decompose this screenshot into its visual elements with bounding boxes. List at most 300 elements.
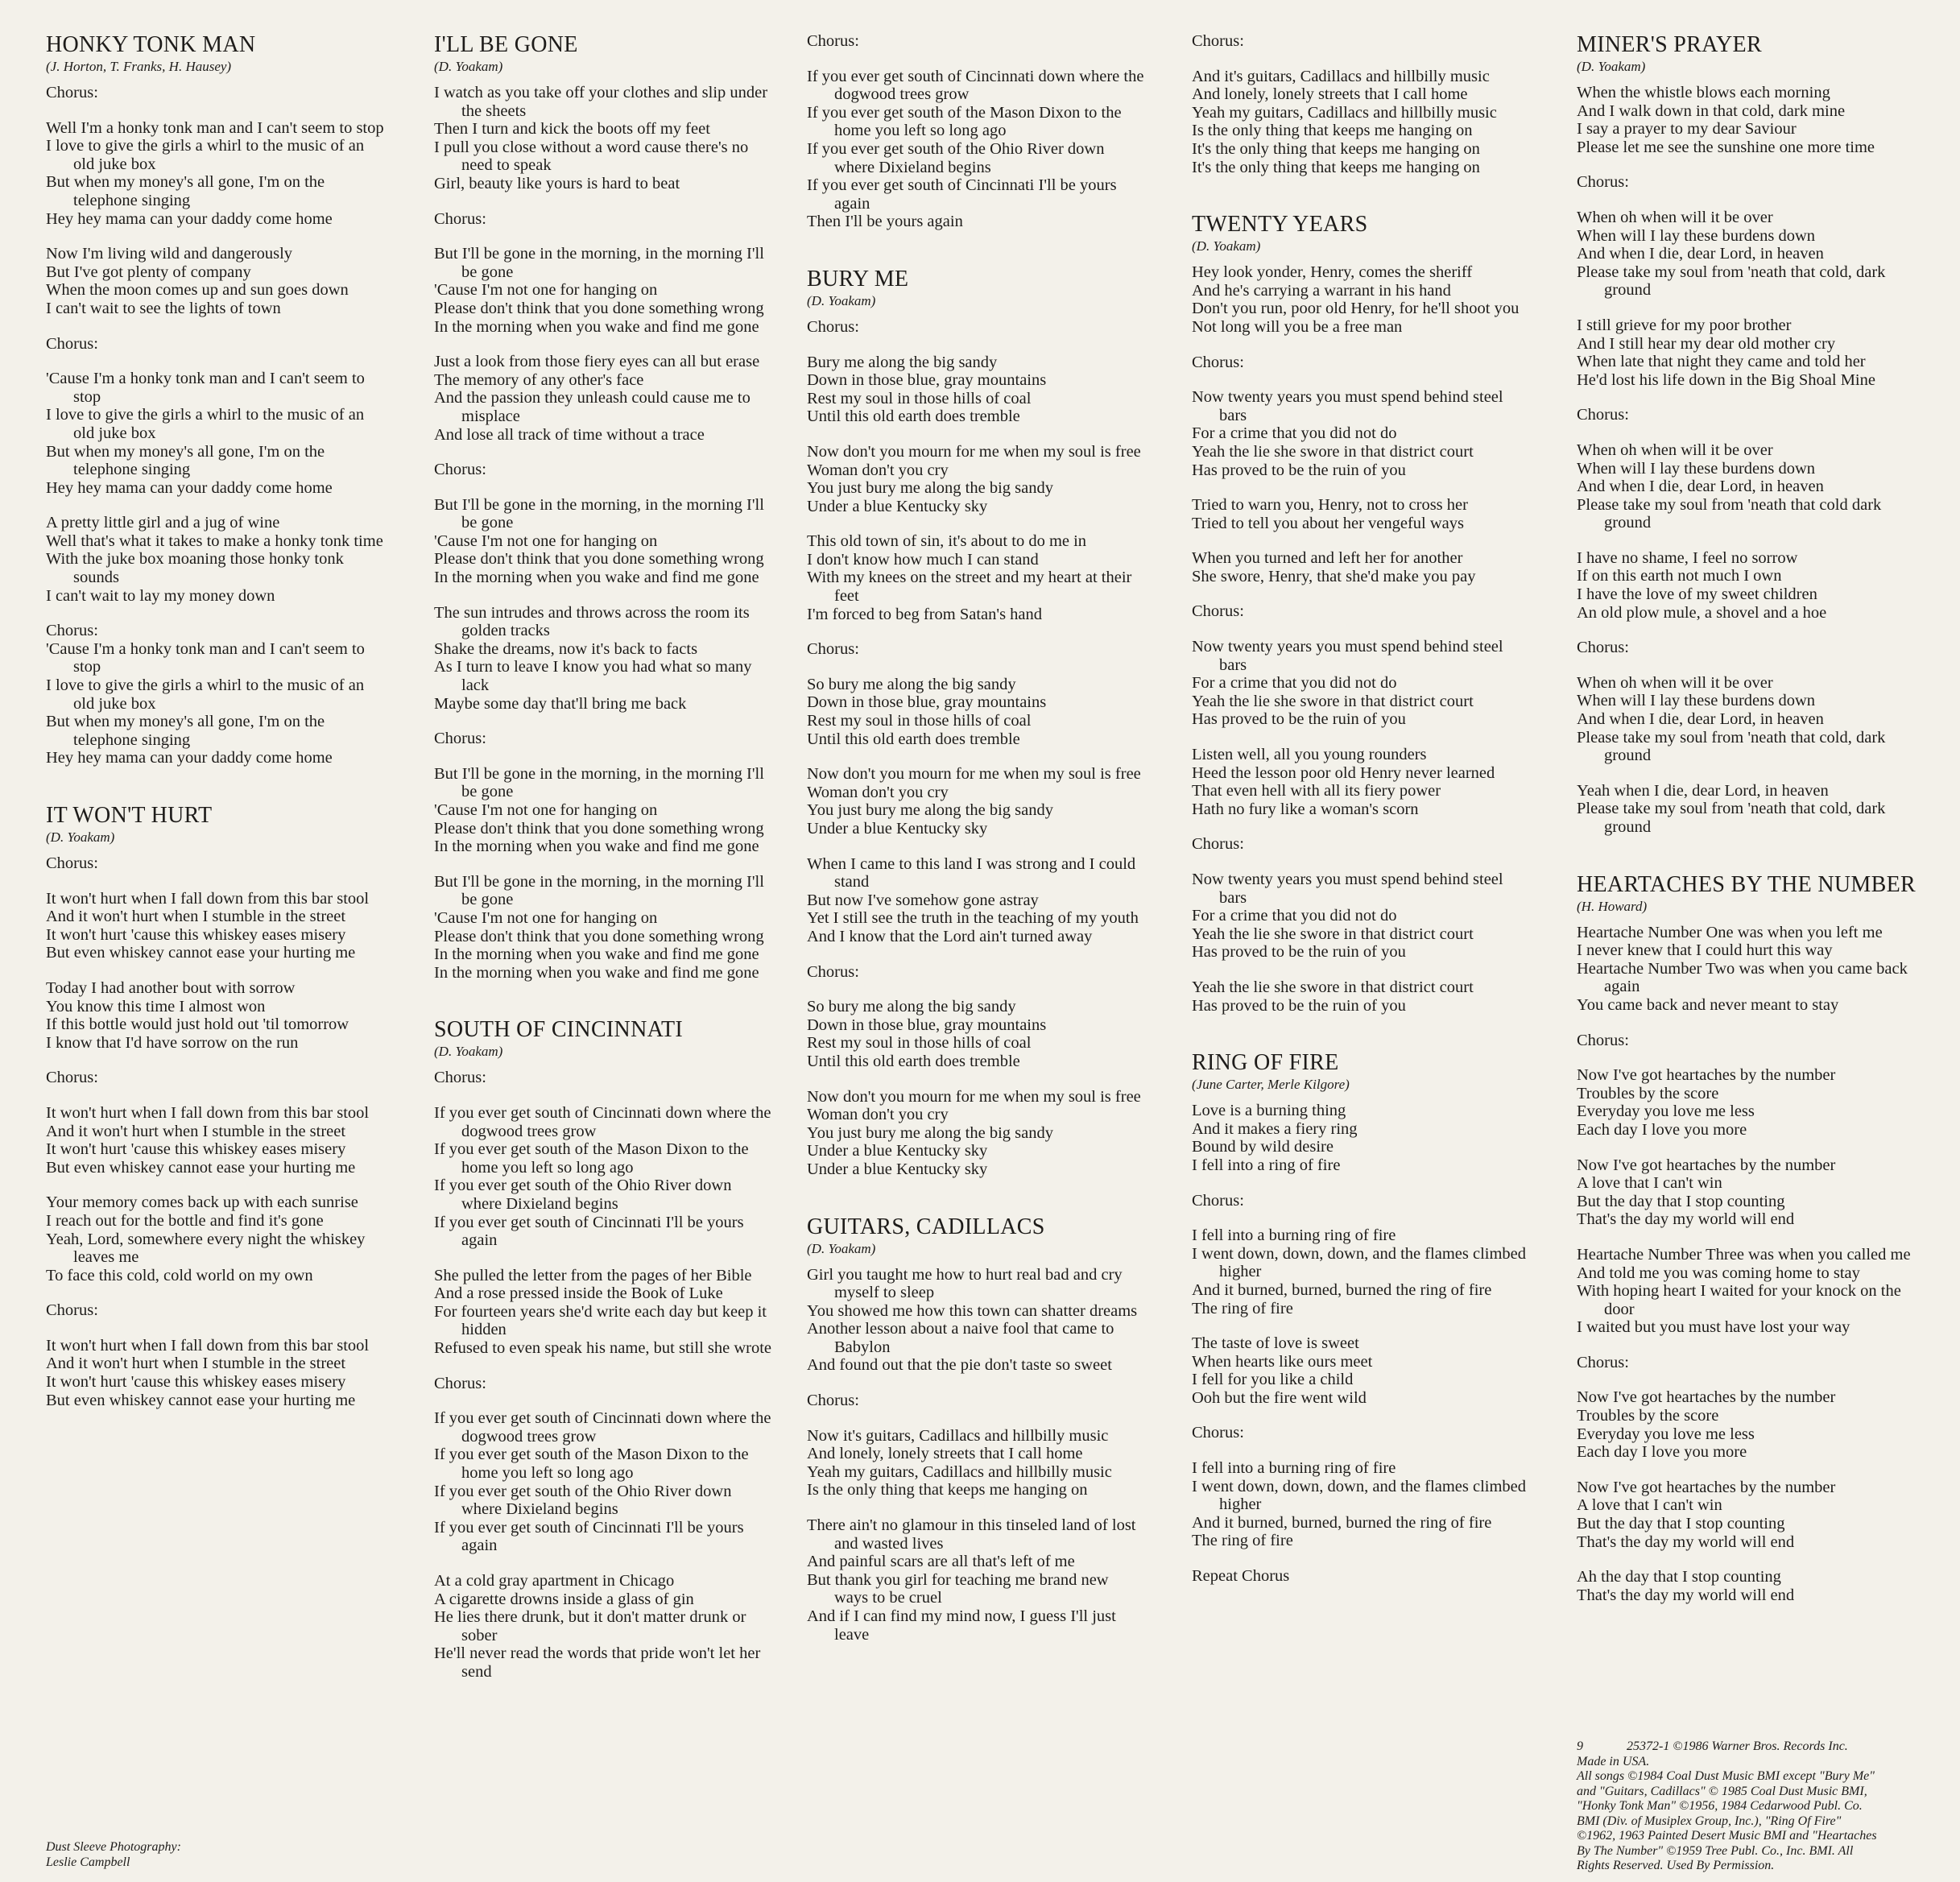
lyric-line: An old plow mule, a shovel and a hoe <box>1577 603 1827 622</box>
lyric-line: For fourteen years she'd write each day but keep it hidden <box>434 1302 767 1339</box>
stanza <box>1577 782 1923 837</box>
lyric-line: She pulled the letter from the pages of her Bible <box>434 1266 752 1284</box>
lyric-line: He'll never read the words that pride won't let her send <box>434 1644 761 1681</box>
song-block <box>46 32 384 767</box>
lyric-line: Is the only thing that keeps me hanging on <box>807 1481 1088 1499</box>
stanza <box>46 1069 384 1087</box>
stanza <box>807 32 1145 51</box>
lyric-line: It won't hurt 'cause this whiskey eases misery <box>46 925 346 944</box>
song-title: I'LL BE GONE <box>434 32 578 57</box>
lyric-line: When late that night they came and told her <box>1577 353 1866 371</box>
song-block <box>46 803 384 1409</box>
lyric-line: Now I've got heartaches by the number <box>1577 1156 1836 1174</box>
stanza <box>1192 871 1530 962</box>
stanza <box>46 622 384 767</box>
lyric-line: Repeat Chorus <box>1192 1567 1290 1586</box>
lyric-line: Now it's guitars, Cadillacs and hillbilly music <box>807 1426 1109 1445</box>
stanza <box>807 765 1145 838</box>
lyric-line: 'Cause I'm a honky tonk man and I can't seem to stop <box>46 370 365 406</box>
lyric-line: Down in those blue, gray mountains <box>807 1015 1047 1034</box>
songwriter-credit: (D. Yoakam) <box>807 1240 876 1256</box>
lyric-line: When the whistle blows each morning <box>1577 84 1830 101</box>
lyric-line: Has proved to be the ruin of you <box>1192 461 1406 479</box>
lyric-line: And it makes a fiery ring <box>1192 1119 1358 1138</box>
lyric-line: Please take my soul from 'neath that cold, dark ground <box>1577 800 1886 836</box>
stanza <box>807 443 1145 515</box>
lyric-line: Under a blue Kentucky sky <box>807 820 988 838</box>
copyright-line: Made in USA. <box>1577 1754 1650 1768</box>
lyric-line: I fell into a ring of fire <box>1192 1156 1341 1174</box>
song-block <box>807 32 1145 231</box>
chorus-label: Chorus: <box>807 32 859 50</box>
lyric-line: 'Cause I'm not one for hanging on <box>434 908 658 927</box>
chorus-label: Chorus: <box>807 317 859 336</box>
stanza <box>46 84 384 102</box>
song-title: GUITARS, CADILLACS <box>807 1214 1045 1239</box>
lyric-line: If you ever get south of Cincinnati down where the dogwood trees grow <box>434 1409 771 1446</box>
stanza <box>1577 1479 1923 1551</box>
lyric-line: Until this old earth does tremble <box>807 730 1020 748</box>
chorus-label: Chorus: <box>1192 1191 1244 1210</box>
lyric-line: I fell into a burning ring of fire <box>1192 1459 1396 1478</box>
chorus-label: Chorus: <box>434 209 486 228</box>
stanza <box>1192 32 1530 51</box>
lyric-line: Well that's what it takes to make a honky tonk time <box>46 532 383 550</box>
lyric-line: I say a prayer to my dear Saviour <box>1577 120 1797 139</box>
lyric-line: And he's carrying a warrant in his hand <box>1192 281 1451 300</box>
lyric-line: And it won't hurt when I stumble in the street <box>46 1122 346 1140</box>
lyric-line: Under a blue Kentucky sky <box>807 497 988 515</box>
stanza <box>1577 639 1923 657</box>
lyric-line: Heed the lesson poor old Henry never learned <box>1192 763 1495 782</box>
lyric-line: Yeah the lie she swore in that district court <box>1192 692 1474 710</box>
lyric-line: I still grieve for my poor brother <box>1577 316 1792 334</box>
lyrics-column-3 <box>807 32 1145 1679</box>
stanza <box>1192 638 1530 729</box>
lyric-line: For a crime that you did not do <box>1192 674 1397 693</box>
catalog-number: 25372-1 ©1986 Warner Bros. Records Inc. <box>1627 1739 1848 1753</box>
lyric-line: Under a blue Kentucky sky <box>807 1142 988 1160</box>
song-title: BURY ME <box>807 266 909 292</box>
stanza <box>1577 1246 1923 1337</box>
lyric-line: I went down, down, down, and the flames climbed higher <box>1192 1244 1527 1281</box>
copyright-line: BMI (Div. of Musiplex Group, Inc.), "Ring Of Fire" <box>1577 1814 1842 1828</box>
lyric-line: I fell into a burning ring of fire <box>1192 1226 1396 1245</box>
stanza <box>434 496 772 587</box>
lyric-line: When oh when will it be over <box>1577 673 1773 692</box>
lyric-line: I know that I'd have sorrow on the run <box>46 1033 299 1052</box>
stanza <box>434 730 772 748</box>
lyric-line: Now twenty years you must spend behind steel bars <box>1192 871 1503 907</box>
lyric-line: In the morning when you wake and find me gone <box>434 963 759 982</box>
lyric-line: Tried to warn you, Henry, not to cross her <box>1192 496 1468 515</box>
stanza <box>1577 674 1923 765</box>
lyric-line: That's the day my world will end <box>1577 1532 1795 1551</box>
lyric-line: 'Cause I'm not one for hanging on <box>434 281 658 300</box>
lyric-line: Yeah the lie she swore in that district court <box>1192 442 1474 461</box>
lyric-line: Shake the dreams, now it's back to facts <box>434 639 698 658</box>
lyric-line: He lies there drunk, but it don't matter drunk or sober <box>434 1608 746 1644</box>
lyric-line: But when my money's all gone, I'm on the telephone singing <box>46 713 325 749</box>
lyric-line: When hearts like ours meet <box>1192 1352 1373 1371</box>
lyric-line: Don't you run, poor old Henry, for he'll shoot you <box>1192 300 1520 318</box>
stanza <box>46 1104 384 1177</box>
lyric-line: If you ever get south of Cincinnati I'll be yours again <box>807 176 1117 213</box>
lyric-line: Bury me along the big sandy <box>807 353 998 371</box>
stanza <box>807 855 1145 946</box>
stanza <box>1192 388 1530 479</box>
lyric-line: If you ever get south of Cincinnati down where the dogwood trees grow <box>807 67 1144 104</box>
chorus-label: Chorus: <box>1192 602 1244 621</box>
lyric-line: Yeah the lie she swore in that district court <box>1192 924 1474 943</box>
lyric-line: When the moon comes up and sun goes down <box>46 281 349 300</box>
stanza <box>1577 173 1923 192</box>
song-title: HEARTACHES BY THE NUMBER <box>1577 871 1916 897</box>
stanza <box>1577 549 1923 622</box>
lyric-line: Girl you taught me how to hurt real bad and cry myself to sleep <box>807 1265 1123 1302</box>
stanza <box>1577 316 1923 389</box>
lyric-line: Now don't you mourn for me when my soul is free <box>807 765 1141 784</box>
lyric-line: Yet I still see the truth in the teaching of my youth <box>807 909 1139 928</box>
stanza <box>1577 1354 1923 1372</box>
lyric-line: I waited but you must have lost your way <box>1577 1318 1850 1337</box>
songwriter-credit: (June Carter, Merle Kilgore) <box>1192 1077 1350 1093</box>
stanza <box>1192 1102 1530 1174</box>
lyric-line: The ring of fire <box>1192 1299 1293 1317</box>
photo-credit-label: Dust Sleeve Photography: <box>46 1840 181 1854</box>
lyric-line: You just bury me along the big sandy <box>807 479 1053 498</box>
stanza <box>807 998 1145 1070</box>
copyright-line: Rights Reserved. Used By Permission. <box>1577 1859 1775 1872</box>
chorus-label: Chorus: <box>1192 32 1244 50</box>
lyric-line: Today I had another bout with sorrow <box>46 978 296 997</box>
song-block <box>1192 32 1530 176</box>
stanza <box>434 604 772 714</box>
lyric-line: Maybe some day that'll bring me back <box>434 694 687 713</box>
stanza <box>434 1267 772 1358</box>
lyric-line: But I've got plenty of company <box>46 263 251 281</box>
stanza <box>807 640 1145 659</box>
lyric-line: Heartache Number One was when you left me <box>1577 923 1883 941</box>
lyric-line: I love to give the girls a whirl to the music of an old juke box <box>46 406 365 442</box>
photo-credit-name: Leslie Campbell <box>46 1855 130 1869</box>
lyric-line: In the morning when you wake and find me gone <box>434 945 759 964</box>
lyric-line: It won't hurt 'cause this whiskey eases misery <box>46 1373 346 1392</box>
stanza <box>1192 68 1530 177</box>
lyric-line: In the morning when you wake and find me gone <box>434 317 759 336</box>
stanza <box>434 461 772 479</box>
lyric-line: When you turned and left her for another <box>1192 549 1463 568</box>
lyric-line: I pull you close without a word cause there's no need to speak <box>434 138 749 175</box>
lyric-line: Refused to even speak his name, but still she wrote <box>434 1339 772 1358</box>
stanza <box>1192 602 1530 621</box>
lyric-line: Hey hey mama can your daddy come home <box>46 478 333 497</box>
lyric-line: Each day I love you more <box>1577 1120 1747 1139</box>
stanza <box>46 245 384 317</box>
lyric-line: I fell for you like a child <box>1192 1371 1354 1389</box>
stanza <box>1192 978 1530 1015</box>
lyric-line: And I still hear my dear old mother cry <box>1577 334 1836 353</box>
chorus-label: Chorus: <box>807 962 859 981</box>
copyright-line: "Honky Tonk Man" ©1956, 1984 Cedarwood Publ. Co. <box>1577 1799 1863 1813</box>
lyric-line: Until this old earth does tremble <box>807 1052 1020 1070</box>
stanza <box>807 68 1145 231</box>
lyric-line: Now don't you mourn for me when my soul is free <box>807 442 1141 461</box>
lyric-line: Rest my soul in those hills of coal <box>807 1034 1032 1053</box>
lyric-line: I can't wait to see the lights of town <box>46 299 281 317</box>
lyric-line: But even whiskey cannot ease your hurting me <box>46 1158 356 1177</box>
lyric-line: I have no shame, I feel no sorrow <box>1577 548 1798 567</box>
stanza <box>1577 406 1923 424</box>
stanza <box>807 1392 1145 1410</box>
stanza <box>434 1409 772 1555</box>
lyric-line: So bury me along the big sandy <box>807 998 1016 1016</box>
lyric-line: Until this old earth does tremble <box>807 407 1020 426</box>
stanza <box>1192 263 1530 336</box>
lyric-line: Heartache Number Three was when you called me <box>1577 1245 1911 1264</box>
page-number: 9 <box>1577 1739 1583 1753</box>
lyric-line: For a crime that you did not do <box>1192 424 1397 443</box>
lyric-line: Ooh but the fire went wild <box>1192 1388 1367 1407</box>
chorus-label: Chorus: <box>46 854 98 872</box>
song-title: IT WON'T HURT <box>46 803 213 828</box>
copyright-line: ©1962, 1963 Painted Desert Music BMI and "Heartaches <box>1577 1829 1877 1843</box>
lyric-line: Please take my soul from 'neath that cold, dark ground <box>1577 728 1886 765</box>
lyric-line: A cigarette drowns inside a glass of gin <box>434 1590 694 1608</box>
lyric-line: But I'll be gone in the morning, in the morning I'll be gone <box>434 495 764 532</box>
lyric-line: I watch as you take off your clothes and slip under the sheets <box>434 84 768 120</box>
stanza <box>434 245 772 336</box>
lyric-line: And lonely, lonely streets that I call home <box>807 1445 1083 1463</box>
song-title: SOUTH OF CINCINNATI <box>434 1017 684 1043</box>
lyric-line: But the day that I stop counting <box>1577 1515 1785 1533</box>
song-title: HONKY TONK MAN <box>46 32 256 57</box>
lyric-line: You know this time I almost won <box>46 997 266 1015</box>
song-block <box>1577 872 1923 1605</box>
lyric-line: Now don't you mourn for me when my soul is free <box>807 1087 1141 1106</box>
lyric-line: Ah the day that I stop counting <box>1577 1568 1781 1586</box>
song-block <box>807 267 1145 1179</box>
lyrics-column-4 <box>1192 32 1530 1621</box>
lyric-line: When oh when will it be over <box>1577 208 1773 226</box>
lyric-line: And if I can find my mind now, I guess I'll just leave <box>807 1607 1116 1644</box>
lyric-line: Hey look yonder, Henry, comes the sheriff <box>1192 263 1473 282</box>
stanza <box>434 1069 772 1087</box>
lyric-line: And told me you was coming home to stay <box>1577 1264 1860 1282</box>
lyric-line: Everyday you love me less <box>1577 1102 1755 1121</box>
song-block <box>807 1214 1145 1644</box>
lyric-line: Listen well, all you young rounders <box>1192 746 1427 764</box>
stanza <box>434 873 772 982</box>
chorus-label: Chorus: <box>1577 639 1629 657</box>
lyric-line: That's the day my world will end <box>1577 1586 1795 1604</box>
lyric-line: And it won't hurt when I stumble in the street <box>46 1355 346 1373</box>
stanza <box>1192 1424 1530 1442</box>
copyright-notice <box>1577 1739 1899 1874</box>
stanza <box>1192 354 1530 372</box>
stanza <box>46 1193 384 1284</box>
lyric-line: If you ever get south of Cincinnati down where the dogwood trees grow <box>434 1103 771 1140</box>
songwriter-credit: (H. Howard) <box>1577 898 1648 914</box>
lyric-line: To face this cold, cold world on my own <box>46 1266 313 1284</box>
chorus-label: Chorus: <box>434 1374 486 1392</box>
stanza <box>434 210 772 229</box>
stanza <box>1192 1334 1530 1407</box>
lyric-line: If you ever get south of the Mason Dixon to the home you left so long ago <box>434 1446 749 1483</box>
stanza <box>1577 1156 1923 1229</box>
stanza <box>46 335 384 354</box>
songwriter-credit: (J. Horton, T. Franks, H. Hausey) <box>46 59 232 74</box>
lyric-line: Girl, beauty like yours is hard to beat <box>434 174 680 192</box>
lyric-line: This old town of sin, it's about to do me in <box>807 532 1087 551</box>
stanza <box>434 1375 772 1393</box>
lyric-line: You came back and never meant to stay <box>1577 995 1839 1014</box>
lyric-line: And when I die, dear Lord, in heaven <box>1577 710 1824 729</box>
stanza <box>434 1104 772 1250</box>
lyric-line: The ring of fire <box>1192 1532 1293 1550</box>
lyric-line: If you ever get south of the Mason Dixon to the home you left so long ago <box>434 1140 749 1177</box>
lyric-line: And the passion they unleash could cause me to misplace <box>434 389 751 425</box>
lyric-line: I'm forced to beg from Satan's hand <box>807 605 1043 623</box>
lyric-line: A love that I can't win <box>1577 1496 1722 1515</box>
lyric-line: But the day that I stop counting <box>1577 1192 1785 1210</box>
song-block <box>1577 32 1923 837</box>
lyric-line: Woman don't you cry <box>807 783 949 801</box>
stanza <box>807 318 1145 337</box>
lyric-line: It's the only thing that keeps me hanging on <box>1192 139 1480 158</box>
stanza <box>434 84 772 193</box>
stanza <box>46 119 384 229</box>
lyric-line: Has proved to be the ruin of you <box>1192 996 1406 1015</box>
lyric-line: You just bury me along the big sandy <box>807 1123 1053 1142</box>
stanza <box>46 370 384 497</box>
lyric-line: But when my money's all gone, I'm on the telephone singing <box>46 442 325 479</box>
lyric-line: Just a look from those fiery eyes can all but erase <box>434 353 760 371</box>
lyric-line: But I'll be gone in the morning, in the morning I'll be gone <box>434 872 764 909</box>
lyric-line: He'd lost his life down in the Big Shoal Mine <box>1577 370 1875 389</box>
stanza <box>1192 1226 1530 1317</box>
lyric-line: Please take my soul from 'neath that cold, dark ground <box>1577 263 1886 300</box>
chorus-label: Chorus: <box>1577 406 1629 424</box>
song-block <box>434 32 772 982</box>
lyric-line: I reach out for the bottle and find it's gone <box>46 1211 324 1230</box>
lyric-line: But now I've somehow gone astray <box>807 891 1039 909</box>
lyric-line: If this bottle would just hold out 'til tomorrow <box>46 1015 349 1034</box>
lyric-line: At a cold gray apartment in Chicago <box>434 1572 675 1590</box>
songwriter-credit: (D. Yoakam) <box>807 292 876 308</box>
lyric-line: If you ever get south of the Mason Dixon to the home you left so long ago <box>807 103 1122 140</box>
lyrics-column-1 <box>46 32 384 1445</box>
chorus-label: Chorus: <box>1192 835 1244 854</box>
lyric-line: If on this earth not much I own <box>1577 567 1782 585</box>
lyric-line: In the morning when you wake and find me gone <box>434 569 759 587</box>
stanza <box>1577 1066 1923 1139</box>
lyric-line: If you ever get south of the Ohio River down where Dixieland begins <box>807 139 1105 176</box>
songwriter-credit: (D. Yoakam) <box>434 1044 503 1060</box>
lyric-line: Yeah, Lord, somewhere every night the whiskey leaves me <box>46 1230 366 1267</box>
song-block <box>1192 212 1530 1015</box>
lyric-line: With my knees on the street and my heart at their feet <box>807 569 1132 606</box>
copyright-line: By The Number" ©1959 Tree Publ. Co., Inc. BMI. All <box>1577 1843 1854 1858</box>
lyric-line: It's the only thing that keeps me hanging on <box>1192 158 1480 176</box>
stanza <box>46 1301 384 1320</box>
lyric-line: When will I lay these burdens down <box>1577 692 1816 710</box>
lyric-line: With hoping heart I waited for your knock on the door <box>1577 1282 1901 1318</box>
lyric-line: I don't know how much I can stand <box>807 550 1039 569</box>
lyric-line: Now I'm living wild and dangerously <box>46 245 293 263</box>
stanza <box>434 765 772 856</box>
stanza <box>1192 496 1530 532</box>
lyric-line: 'Cause I'm a honky tonk man and I can't seem to stop <box>46 639 365 676</box>
lyric-line: Is the only thing that keeps me hanging on <box>1192 122 1473 140</box>
lyric-line: Troubles by the score <box>1577 1407 1719 1425</box>
copyright-line: All songs ©1984 Coal Dust Music BMI except "Bury Me" <box>1577 1769 1875 1783</box>
lyric-line: And a rose pressed inside the Book of Luke <box>434 1284 723 1303</box>
song-title: TWENTY YEARS <box>1192 212 1368 238</box>
chorus-label: Chorus: <box>434 461 486 479</box>
lyric-line: That even hell with all its fiery power <box>1192 782 1441 800</box>
lyric-line: I have the love of my sweet children <box>1577 585 1817 604</box>
lyric-line: But even whiskey cannot ease your hurting me <box>46 944 356 962</box>
chorus-label: Chorus: <box>46 1069 98 1087</box>
stanza <box>1577 924 1923 1015</box>
chorus-label: Chorus: <box>1192 353 1244 371</box>
chorus-label: Chorus: <box>46 1301 98 1320</box>
lyric-line: Hath no fury like a woman's scorn <box>1192 800 1419 818</box>
lyric-line: But even whiskey cannot ease your hurting me <box>46 1391 356 1409</box>
lyric-line: Troubles by the score <box>1577 1084 1719 1102</box>
lyric-line: I can't wait to lay my money down <box>46 586 275 605</box>
chorus-label: Chorus: <box>434 1069 486 1087</box>
lyric-line: Now I've got heartaches by the number <box>1577 1478 1836 1496</box>
chorus-label: Chorus: <box>807 1392 859 1410</box>
lyric-line: In the morning when you wake and find me gone <box>434 838 759 856</box>
lyric-line: If you ever get south of the Ohio River down where Dixieland begins <box>434 1177 732 1213</box>
stanza <box>1192 1567 1530 1586</box>
stanza <box>807 354 1145 426</box>
lyric-line: And lose all track of time without a trace <box>434 425 705 444</box>
stanza <box>1577 209 1923 300</box>
song-title: RING OF FIRE <box>1192 1050 1339 1076</box>
chorus-label: Chorus: <box>1192 1424 1244 1442</box>
lyric-line: Not long will you be a free man <box>1192 317 1403 336</box>
lyric-line: Hey hey mama can your daddy come home <box>46 749 333 767</box>
lyric-line: It won't hurt when I fall down from this bar stool <box>46 1103 370 1122</box>
lyric-line: The taste of love is sweet <box>1192 1334 1359 1353</box>
lyric-line: Another lesson about a naive fool that came to Babylon <box>807 1320 1114 1356</box>
stanza <box>807 1266 1145 1375</box>
lyric-line: And lonely, lonely streets that I call home <box>1192 85 1468 104</box>
stanza <box>1577 84 1923 156</box>
lyric-line: Everyday you love me less <box>1577 1425 1755 1443</box>
lyric-line: There ain't no glamour in this tinseled land of lost and wasted lives <box>807 1516 1136 1553</box>
lyric-line: The sun intrudes and throws across the room its golden tracks <box>434 603 750 640</box>
lyric-line: Please let me see the sunshine one more time <box>1577 138 1875 156</box>
lyric-line: It won't hurt when I fall down from this bar stool <box>46 889 370 908</box>
stanza <box>1192 1459 1530 1550</box>
lyric-line: Now I've got heartaches by the number <box>1577 1388 1836 1407</box>
lyric-line: And painful scars are all that's left of me <box>807 1553 1075 1571</box>
lyric-line: Now twenty years you must spend behind steel bars <box>1192 638 1503 674</box>
chorus-label: Chorus: <box>807 640 859 659</box>
lyric-line: Woman don't you cry <box>807 461 949 479</box>
lyric-line: And it burned, burned, burned the ring of fire <box>1192 1513 1492 1532</box>
lyric-line: Woman don't you cry <box>807 1106 949 1124</box>
lyric-line: Each day I love you more <box>1577 1443 1747 1462</box>
lyric-line: And found out that the pie don't taste so sweet <box>807 1356 1112 1375</box>
lyric-line: Bound by wild desire <box>1192 1138 1334 1156</box>
photo-credit <box>46 1839 181 1870</box>
